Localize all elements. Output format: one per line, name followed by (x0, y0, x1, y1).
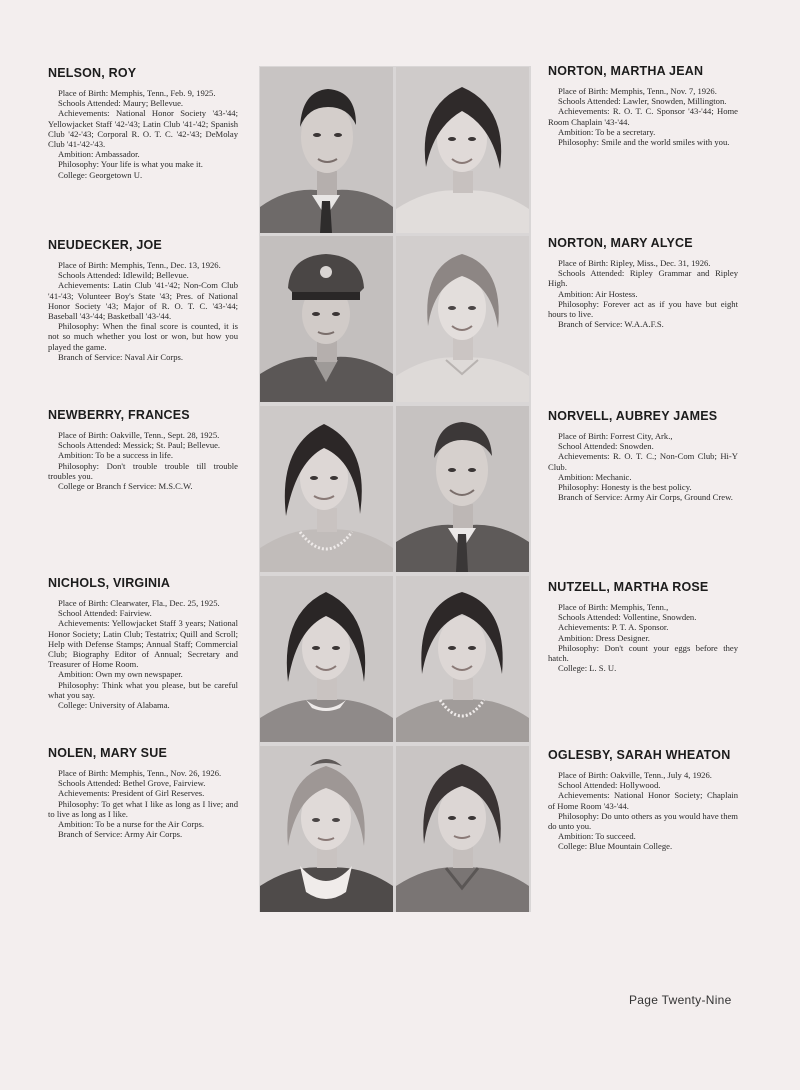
bio-line: College: Georgetown U. (58, 169, 143, 180)
student-name: NOLEN, MARY SUE (48, 746, 167, 760)
bio-line: Schools Attended: Vollentine, Snowden. (558, 612, 697, 623)
bio-line: Philosophy: Don't trouble trouble till trouble troubles you. (48, 460, 238, 481)
bio-line: School Attended: Snowden. (558, 441, 654, 452)
bio-line: Philosophy: Smile and the world smiles with you. (558, 137, 730, 148)
bio-line: Philosophy: When the final score is counted, it is not so much whether you lost or won, but how you played the game. (48, 321, 238, 352)
bio-line: Achievements: P. T. A. Sponsor. (558, 622, 669, 633)
portrait-grid (259, 66, 531, 912)
bio-line: Place of Birth: Memphis, Tenn., Feb. 9, 1925. (58, 88, 216, 98)
bio-line: Place of Birth: Clearwater, Fla., Dec. 25, 1925. (58, 598, 220, 608)
bio-line: College: Blue Mountain College. (558, 841, 673, 852)
entry-nelson-roy (48, 66, 238, 180)
bio-line: Branch of Service: Army Air Corps, Ground Crew. (558, 492, 733, 503)
bio-line: Schools Attended: Lawler, Snowden, Millington. (558, 96, 727, 107)
bio-line: Place of Birth: Memphis, Tenn., (558, 602, 669, 612)
student-name: NEUDECKER, JOE (48, 238, 162, 252)
portrait-nolen-mary-sue (260, 746, 393, 912)
bio-line: Achievements: National Honor Society; Chaplain of Home Room '43-'44. (548, 790, 738, 811)
student-bio (48, 88, 238, 180)
bio-line: Schools Attended: Messick; St. Paul; Bellevue. (58, 440, 221, 451)
bio-line: Philosophy: Don't count your eggs before they hatch. (548, 642, 738, 664)
portrait-neudecker-joe (260, 236, 393, 402)
bio-line: Schools Attended: Maury; Bellevue. (58, 98, 184, 109)
bio-line: Ambition: Air Hostess. (558, 288, 638, 299)
student-name: OGLESBY, SARAH WHEATON (548, 748, 731, 762)
entry-nichols-virginia (48, 576, 238, 710)
student-bio (548, 258, 738, 329)
entry-nutzell-martha-rose (548, 580, 738, 673)
bio-line: Philosophy: Think what you please, but be careful what you say. (48, 679, 238, 700)
student-bio (48, 260, 238, 362)
student-name: NICHOLS, VIRGINIA (48, 576, 171, 590)
bio-line: College or Branch f Service: M.S.C.W. (58, 481, 193, 492)
bio-line: Place of Birth: Ripley, Miss., Dec. 31, 1926. (558, 258, 711, 268)
portrait-norvell-aubrey-james (396, 406, 529, 572)
bio-line: Ambition: To be a success in life. (58, 450, 173, 461)
portrait-nichols-virginia (260, 576, 393, 742)
bio-line: Schools Attended: Bethel Grove, Fairview. (58, 778, 206, 789)
student-bio (48, 768, 238, 839)
portrait-nelson-roy (260, 67, 393, 233)
bio-line: Place of Birth: Memphis, Tenn., Nov. 7, 1926. (558, 86, 717, 96)
entry-norvell-aubrey-james (548, 409, 738, 502)
bio-line: Ambition: Mechanic. (558, 471, 632, 482)
student-bio (548, 431, 738, 502)
student-name: NELSON, ROY (48, 66, 137, 80)
student-name: NEWBERRY, FRANCES (48, 408, 190, 422)
bio-line: Ambition: To be a nurse for the Air Corps. (58, 819, 205, 830)
bio-line: Place of Birth: Memphis, Tenn., Dec. 13, 1926. (58, 260, 221, 270)
bio-line: Ambition: Dress Designer. (558, 632, 650, 643)
bio-line: Branch of Service: W.A.A.F.S. (558, 319, 664, 330)
entry-oglesby-sarah-wheaton (548, 748, 738, 852)
bio-line: Philosophy: Honesty is the best policy. (558, 482, 692, 493)
bio-line: Schools Attended: Idlewild; Bellevue. (58, 270, 189, 281)
bio-line: Philosophy: Your life is what you make it. (58, 159, 203, 170)
bio-line: College: University of Alabama. (58, 700, 170, 711)
bio-line: Ambition: To succeed. (558, 831, 636, 842)
bio-line: Schools Attended: Ripley Grammar and Ripley High. (548, 268, 738, 289)
portrait-norton-mary-alyce (396, 236, 529, 402)
bio-line: Philosophy: To get what I like as long as I live; and to live as long as I like. (48, 798, 238, 819)
student-name: NUTZELL, MARTHA ROSE (548, 580, 709, 594)
bio-line: Achievements: R. O. T. C. Sponsor '43-'44; Home Room Chaplain '43-'44. (548, 106, 738, 127)
student-bio (48, 430, 238, 491)
bio-line: Place of Birth: Oakville, Tenn., Sept. 28, 1925. (58, 430, 220, 440)
bio-line: Ambition: To be a secretary. (558, 126, 656, 137)
entry-neudecker-joe (48, 238, 238, 362)
entry-newberry-frances (48, 408, 238, 491)
bio-line: Achievements: President of Girl Reserves. (58, 788, 205, 799)
bio-line: Achievements: R. O. T. C.; Non-Com Club; Hi-Y Club. (548, 451, 738, 472)
portrait-norton-martha-jean (396, 67, 529, 233)
student-bio (548, 602, 738, 673)
bio-line: College: L. S. U. (558, 663, 617, 674)
bio-line: Philosophy: Forever act as if you have but eight hours to live. (548, 298, 738, 320)
entry-norton-martha-jean (548, 64, 738, 147)
bio-line: Branch of Service: Army Air Corps. (58, 829, 183, 840)
page-number: Page Twenty-Nine (629, 993, 732, 1007)
bio-line: Place of Birth: Oakville, Tenn., July 4, 1926. (558, 770, 712, 780)
entry-norton-mary-alyce (548, 236, 738, 329)
bio-line: Achievements: Latin Club '41-'42; Non-Com Club '41-'43; Volunteer Boy's State '43; Pres. of National Honor Society '43; Major of R. O. T. C. '43-'44; Baseball '43-'44; Basketball '43-'44. (48, 280, 238, 322)
portrait-nutzell-martha-rose (396, 576, 529, 742)
student-name: NORTON, MARY ALYCE (548, 236, 693, 250)
bio-line: Branch of Service: Naval Air Corps. (58, 351, 184, 362)
bio-line: Achievements: National Honor Society '43-'44; Yellowjacket Staff '42-'43; Latin Club '41-'42; Spanish Club '42-'43; Corporal R. O. T. C. '42-'43; DeMolay Club '41-'42-'43. (48, 108, 238, 150)
student-bio (548, 770, 738, 852)
bio-line: Ambition: Own my own newspaper. (58, 669, 183, 680)
bio-line: Place of Birth: Memphis, Tenn., Nov. 26, 1926. (58, 768, 222, 778)
student-bio (48, 598, 238, 710)
bio-line: Philosophy: Do unto others as you would have them do unto you. (548, 810, 738, 832)
portrait-oglesby-sarah-wheaton (396, 746, 529, 912)
student-bio (548, 86, 738, 147)
student-name: NORTON, MARTHA JEAN (548, 64, 704, 78)
bio-line: School Attended: Fairview. (58, 608, 152, 619)
student-name: NORVELL, AUBREY JAMES (548, 409, 718, 423)
entry-nolen-mary-sue (48, 746, 238, 839)
bio-line: Ambition: Ambassador. (58, 149, 140, 160)
portrait-newberry-frances (260, 406, 393, 572)
bio-line: Place of Birth: Forrest City, Ark., (558, 431, 673, 441)
bio-line: School Attended: Hollywood. (558, 780, 661, 791)
bio-line: Achievements: Yellowjacket Staff 3 years; National Honor Society; Latin Club; Testatrix; Quill and Scroll; Help with Defense Stamps; Annual Staff; Commercial Club; Biography Editor of Annual; Secretary and Treasurer of Home Room. (48, 618, 238, 670)
